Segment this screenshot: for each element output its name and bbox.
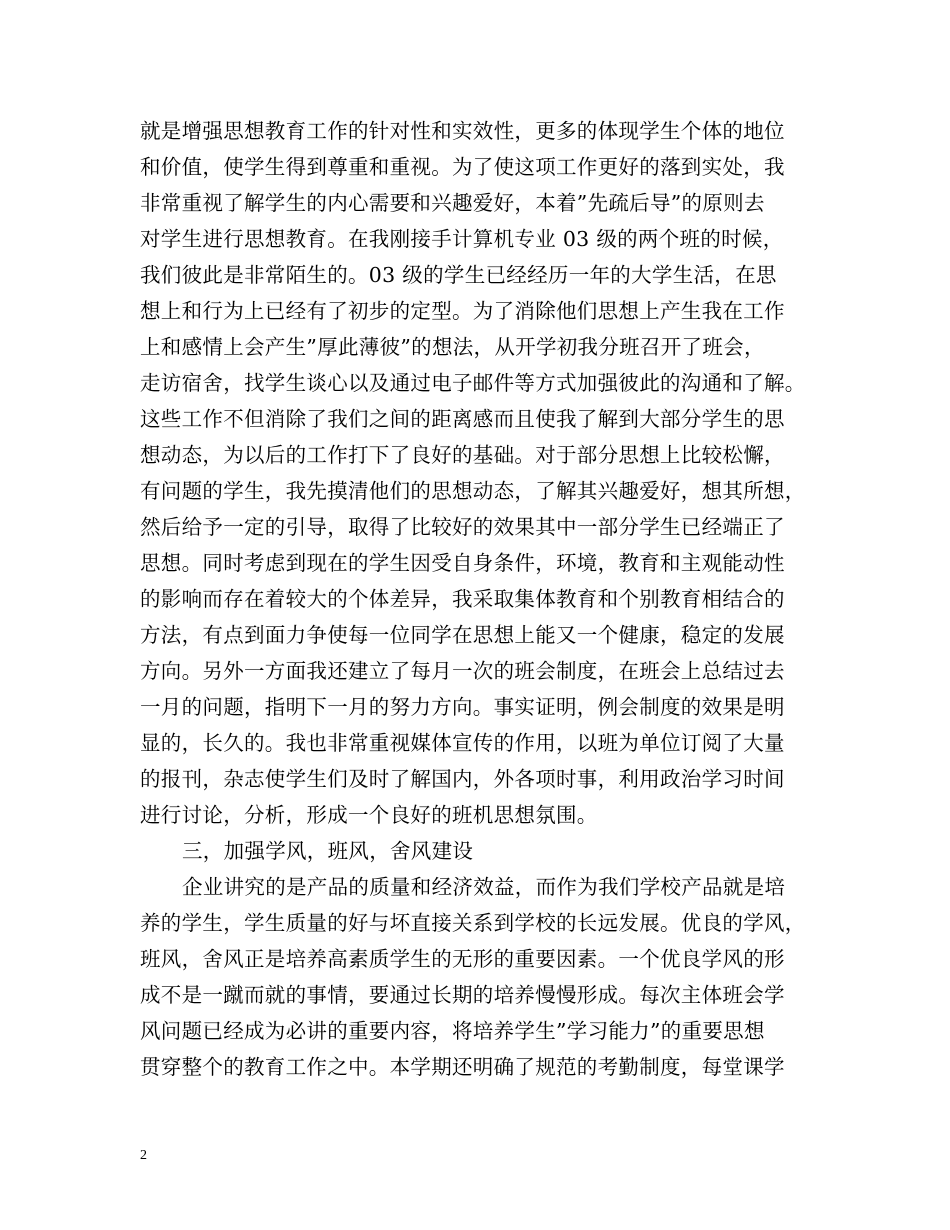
text-line: 养的学生，学生质量的好与坏直接关系到学校的长远发展。优良的学风， [140, 911, 806, 935]
text-line: 贯穿整个的教育工作之中。本学期还明确了规范的考勤制度，每堂课学 [140, 1055, 785, 1079]
text-line: 这些工作不但消除了我们之间的距离感而且使我了解到大部分学生的思 [140, 407, 785, 431]
text-line: 一月的问题，指明下一月的努力方向。事实证明，例会制度的效果是明 [140, 695, 785, 719]
text-line: 思想。同时考虑到现在的学生因受自身条件，环境，教育和主观能动性 [140, 551, 785, 575]
text-line: 成不是一蹴而就的事情，要通过长期的培养慢慢形成。每次主体班会学 [140, 983, 785, 1007]
text-line: 我们彼此是非常陌生的。03 级的学生已经经历一年的大学生活，在思 [140, 263, 777, 287]
section-heading: 三，加强学风，班风，舍风建设 [182, 839, 474, 863]
text-line: 想上和行为上已经有了初步的定型。为了消除他们思想上产生我在工作 [140, 299, 785, 323]
text-line: 班风，舍风正是培养高素质学生的无形的重要因素。一个优良学风的形 [140, 947, 785, 971]
text-line: 非常重视了解学生的内心需要和兴趣爱好，本着”先疏后导”的原则去 [140, 191, 765, 215]
text-line: 和价值，使学生得到尊重和重视。为了使这项工作更好的落到实处，我 [140, 155, 785, 179]
text-line: 企业讲究的是产品的质量和经济效益，而作为我们学校产品就是培 [182, 875, 786, 899]
body-text [140, 113, 830, 1085]
text-line: 然后给予一定的引导，取得了比较好的效果其中一部分学生已经端正了 [140, 515, 785, 539]
text-line: 的报刊，杂志使学生们及时了解国内，外各项时事，利用政治学习时间 [140, 767, 785, 791]
text-line: 想动态，为以后的工作打下了良好的基础。对于部分思想上比较松懈， [140, 443, 785, 467]
text-line: 上和感情上会产生”厚此薄彼”的想法，从开学初我分班召开了班会， [140, 335, 765, 359]
text-line: 走访宿舍，找学生谈心以及通过电子邮件等方式加强彼此的沟通和了解。 [140, 371, 806, 395]
text-line: 对学生进行思想教育。在我刚接手计算机专业 03 级的两个班的时候， [140, 227, 784, 251]
page-number: 2 [140, 1148, 147, 1163]
text-line: 显的，长久的。我也非常重视媒体宣传的作用，以班为单位订阅了大量 [140, 731, 785, 755]
text-line: 有问题的学生，我先摸清他们的思想动态，了解其兴趣爱好，想其所想， [140, 479, 806, 503]
text-line: 进行讨论，分析，形成一个良好的班机思想氛围。 [140, 803, 598, 827]
text-line: 方法，有点到面力争使每一位同学在思想上能又一个健康，稳定的发展 [140, 623, 785, 647]
text-line: 方向。另外一方面我还建立了每月一次的班会制度，在班会上总结过去 [140, 659, 785, 683]
text-line: 风问题已经成为必讲的重要内容，将培养学生”学习能力”的重要思想 [140, 1019, 765, 1043]
text-line: 的影响而存在着较大的个体差异，我采取集体教育和个别教育相结合的 [140, 587, 785, 611]
text-line: 就是增强思想教育工作的针对性和实效性，更多的体现学生个体的地位 [140, 119, 785, 143]
